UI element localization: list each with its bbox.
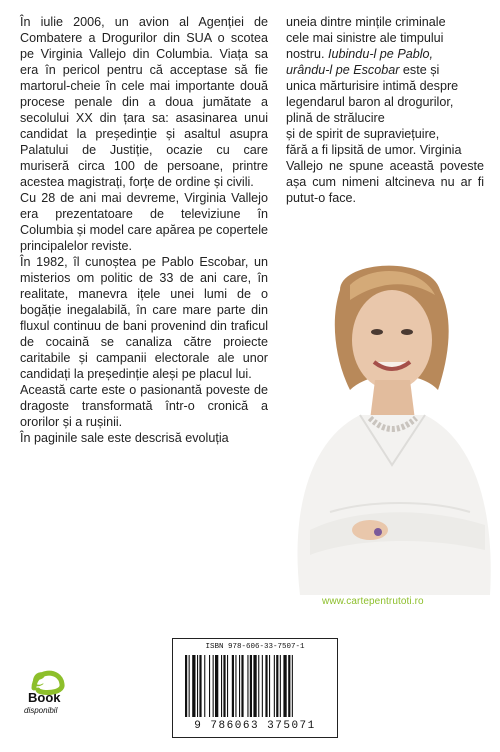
text-line: unica mărturisire intimă despre — [286, 79, 459, 93]
barcode-bar — [239, 655, 240, 717]
barcode-bar — [283, 655, 286, 717]
text-line: legendarul baron al drogurilor, — [286, 95, 454, 109]
barcode-bar — [274, 655, 275, 717]
barcode-bar — [258, 655, 259, 717]
barcode-bar — [265, 655, 267, 717]
barcode-bar — [185, 655, 187, 717]
ebook-subtitle: disponibil — [24, 706, 58, 715]
barcode-bar — [221, 655, 222, 717]
barcode-bar — [223, 655, 225, 717]
barcode-bar — [253, 655, 256, 717]
text-line: și de spirit de supraviețuire, — [286, 127, 440, 141]
barcode-bar — [288, 655, 290, 717]
text-line: urându-l pe Escobar este și — [286, 63, 440, 77]
paragraph-4: Această carte este o pasionantă poveste de dragoste transformată într-o cronică a ororilor și a rușinii. — [20, 383, 268, 429]
barcode-bar — [276, 655, 278, 717]
paragraph-1: În iulie 2006, un avion al Agenției de Combatere a Drogurilor din SUA o scotea pe Virginia Vallejo din Columbia. Viața sa era în pericol pentru că acceptase să fie martorul-cheie în cele mai importante două procese penale din a doua jumătate a secolului XX din țara sa: asasinarea unui candidat la președinție și asaltul asupra Palatului de Justiție, ocazie cu care muriseră circa 100 de persoane, printre acestea magistrați, forțe de ordine și civili. — [20, 15, 268, 189]
barcode-bar — [280, 655, 281, 717]
barcode-bar — [241, 655, 243, 717]
barcode-bars — [185, 655, 325, 717]
ebook-word: Book — [28, 690, 61, 705]
paragraph-5: În paginile sale este descrisă evoluția — [20, 431, 229, 445]
barcode-bar — [199, 655, 201, 717]
barcode-bar — [292, 655, 293, 717]
barcode-bar — [232, 655, 234, 717]
ebook-letter: e — [32, 660, 46, 693]
paragraph-3: În 1982, îl cunoștea pe Pablo Escobar, un misterios om politic de 33 de ani care, în realitate, manevra ițele unei lumi de o bogăție inegalabilă, în care mare parte din fluxul continuu de bani provenind din traficul de cocaină se canaliza către proiecte caritabile și campanii electorale ale unor candidați la președinție aleși pe placul lui. — [20, 255, 268, 381]
barcode-bar — [215, 655, 218, 717]
text-line: Vallejo ne spune această poveste așa cum nimeni altcineva nu ar fi putut-o face. — [286, 159, 484, 205]
text-line: plină de strălucire — [286, 111, 385, 125]
author-portrait — [270, 250, 500, 595]
barcode-bar — [247, 655, 248, 717]
barcode-bar — [213, 655, 214, 717]
text-line: nostru. Iubindu-l pe Pablo, — [286, 47, 434, 61]
isbn-label: ISBN 978-606-33-7507-1 — [205, 643, 305, 651]
text-line: cele mai sinistre ale timpului — [286, 31, 444, 45]
barcode-bar — [204, 655, 205, 717]
barcode-bar — [250, 655, 252, 717]
text-line: fără a fi lipsită de umor. Virginia — [286, 143, 462, 157]
barcode-bar — [227, 655, 228, 717]
website-link[interactable]: www.cartepentrutoti.ro — [322, 596, 424, 607]
barcode-bar — [197, 655, 198, 717]
back-cover-text-left — [20, 14, 268, 446]
back-cover-text-right — [286, 14, 484, 206]
barcode-bar — [235, 655, 236, 717]
barcode-bar — [209, 655, 210, 717]
barcode-number: 9 786063 375071 — [194, 720, 316, 732]
text-line: uneia dintre mințile criminale — [286, 15, 446, 29]
barcode — [172, 638, 338, 738]
barcode-bar — [189, 655, 190, 717]
barcode-bar — [262, 655, 263, 717]
book-title: urându-l pe Escobar — [286, 63, 400, 77]
paragraph-2: Cu 28 de ani mai devreme, Virginia Vallejo era prezentatoare de televiziune în Columbia și model care apărea pe copertele principalelor reviste. — [20, 191, 268, 253]
book-title: Iubindu-l pe Pablo, — [328, 47, 434, 61]
barcode-bar — [269, 655, 270, 717]
barcode-bar — [192, 655, 195, 717]
